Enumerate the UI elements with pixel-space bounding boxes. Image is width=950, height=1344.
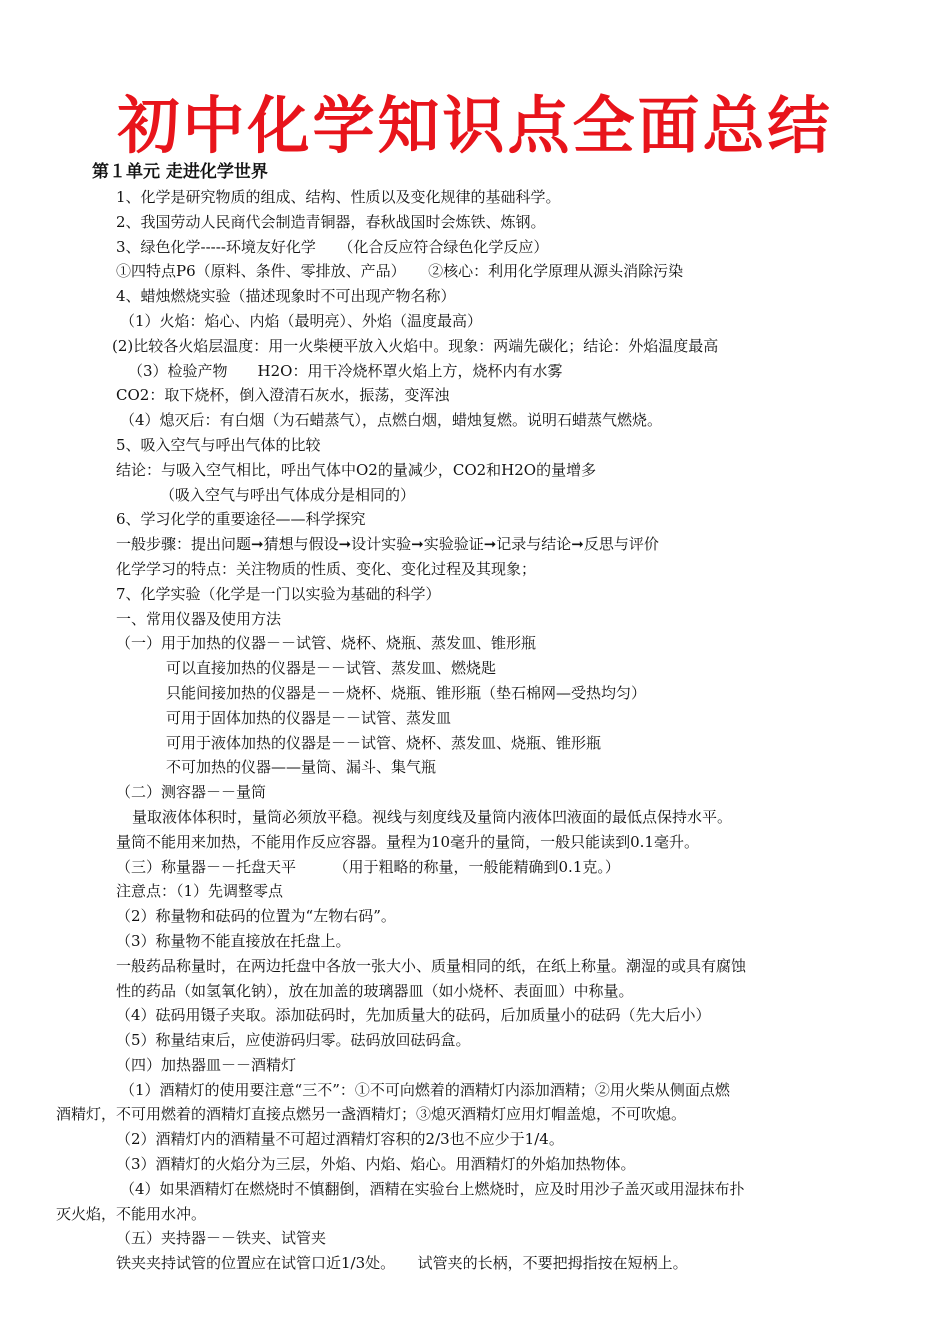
text-line: 1、化学是研究物质的组成、结构、性质以及变化规律的基础科学。 xyxy=(116,188,561,206)
text-line: （3）称量物不能直接放在托盘上。 xyxy=(116,931,351,950)
text-line: 化学学习的特点：关注物质的性质、变化、变化过程及其现象； xyxy=(116,559,537,578)
text-line: 不可加热的仪器——量筒、漏斗、集气瓶 xyxy=(166,758,437,777)
text-line: （4）如果酒精灯在燃烧时不慎翻倒，酒精在实验台上燃烧时，应及时用沙子盖灭或用湿抹布扑 xyxy=(120,1179,745,1198)
text-line: （1）火焰：焰心、内焰（最明亮）、外焰（温度最高） xyxy=(120,311,483,330)
text-line: 2、我国劳动人民商代会制造青铜器，春秋战国时会炼铁、炼钢。 xyxy=(116,212,546,231)
text-line: 量筒不能用来加热，不能用作反应容器。量程为10毫升的量筒，一般只能读到0.1毫升。 xyxy=(116,832,699,851)
document-body xyxy=(56,185,896,1276)
text-line: 一、常用仪器及使用方法 xyxy=(116,609,282,628)
text-line: （二）测容器－－量筒 xyxy=(116,783,267,802)
text-line: （4）熄灭后：有白烟（为石蜡蒸气），点燃白烟，蜡烛复燃。说明石蜡蒸气燃烧。 xyxy=(120,411,663,430)
text-line: （1）酒精灯的使用要注意“三不”：①不可向燃着的酒精灯内添加酒精；②用火柴从侧面点燃 xyxy=(120,1080,730,1099)
text-line: 酒精灯，不可用燃着的酒精灯直接点燃另一盏酒精灯；③熄灭酒精灯应用灯帽盖熄，不可吹熄。 xyxy=(56,1105,687,1124)
text-line: 3、绿色化学-----环境友好化学 （化合反应符合绿色化学反应） xyxy=(116,237,549,256)
text-line: （三）称量器－－托盘天平 （用于粗略的称量，一般能精确到0.1克。） xyxy=(116,857,620,876)
text-line: （吸入空气与呼出气体成分是相同的） xyxy=(160,485,416,504)
text-line: 可用于固体加热的仪器是－－试管、蒸发皿 xyxy=(166,708,452,727)
text-line: CO2：取下烧杯，倒入澄清石灰水，振荡，变浑浊 xyxy=(116,386,450,405)
text-line: (2)比较各火焰层温度：用一火柴梗平放入火焰中。现象：两端先碳化；结论：外焰温度最高 xyxy=(112,336,719,355)
text-line: 注意点：（1）先调整零点 xyxy=(116,882,284,901)
text-line: 量取液体体积时，量筒必须放平稳。视线与刻度线及量筒内液体凹液面的最低点保持水平。 xyxy=(132,807,733,826)
text-line: 灭火焰，不能用水冲。 xyxy=(56,1204,207,1223)
text-line: 可以直接加热的仪器是－－试管、蒸发皿、燃烧匙 xyxy=(166,659,497,678)
text-line: 6、学习化学的重要途径——科学探究 xyxy=(116,510,366,529)
text-line: （2）酒精灯内的酒精量不可超过酒精灯容积的2/3也不应少于1/4。 xyxy=(116,1130,564,1149)
text-line: （3）酒精灯的火焰分为三层，外焰、内焰、焰心。用酒精灯的外焰加热物体。 xyxy=(116,1155,636,1174)
text-line: （2）称量物和砝码的位置为“左物右码”。 xyxy=(116,907,396,926)
text-line: 一般步骤：提出问题➞猜想与假设➞设计实验➞实验验证➞记录与结论➞反思与评价 xyxy=(116,535,659,554)
text-line: （四）加热器皿－－酒精灯 xyxy=(116,1055,297,1074)
text-line: 铁夹夹持试管的位置应在试管口近1/3处。 试管夹的长柄，不要把拇指按在短柄上。 xyxy=(116,1254,688,1273)
text-line: 5、吸入空气与呼出气体的比较 xyxy=(116,435,321,454)
document-title: 初中化学知识点全面总结 xyxy=(117,89,833,162)
text-line: 4、蜡烛燃烧实验（描述现象时不可出现产物名称） xyxy=(116,287,456,306)
text-line: （4）砝码用镊子夹取。添加砝码时，先加质量大的砝码，后加质量小的砝码（先大后小） xyxy=(116,1006,711,1025)
text-line: （3）检验产物 H2O：用干冷烧杯罩火焰上方，烧杯内有水雾 xyxy=(128,361,563,380)
text-line: 性的药品（如氢氧化钠），放在加盖的玻璃器皿（如小烧杯、表面皿）中称量。 xyxy=(116,981,634,1000)
unit-heading: 第１单元 走进化学世界 xyxy=(92,162,268,182)
text-line: 一般药品称量时，在两边托盘中各放一张大小、质量相同的纸，在纸上称量。潮湿的或具有腐蚀 xyxy=(116,956,747,975)
text-line: （5）称量结束后，应使游码归零。砝码放回砝码盒。 xyxy=(116,1031,471,1050)
text-line: ①四特点P6（原料、条件、零排放、产品） ②核心：利用化学原理从源头消除污染 xyxy=(116,262,684,281)
text-line: 7、化学实验（化学是一门以实验为基础的科学） xyxy=(116,584,441,603)
text-line: 只能间接加热的仪器是－－烧杯、烧瓶、锥形瓶（垫石棉网—受热均匀） xyxy=(166,683,647,702)
text-line: 可用于液体加热的仪器是－－试管、烧杯、蒸发皿、烧瓶、锥形瓶 xyxy=(166,733,602,752)
text-line: （五）夹持器－－铁夹、试管夹 xyxy=(116,1229,327,1248)
text-line: （一）用于加热的仪器－－试管、烧杯、烧瓶、蒸发皿、锥形瓶 xyxy=(116,634,537,653)
text-line: 结论：与吸入空气相比，呼出气体中O2的量减少，CO2和H2O的量增多 xyxy=(116,460,597,479)
